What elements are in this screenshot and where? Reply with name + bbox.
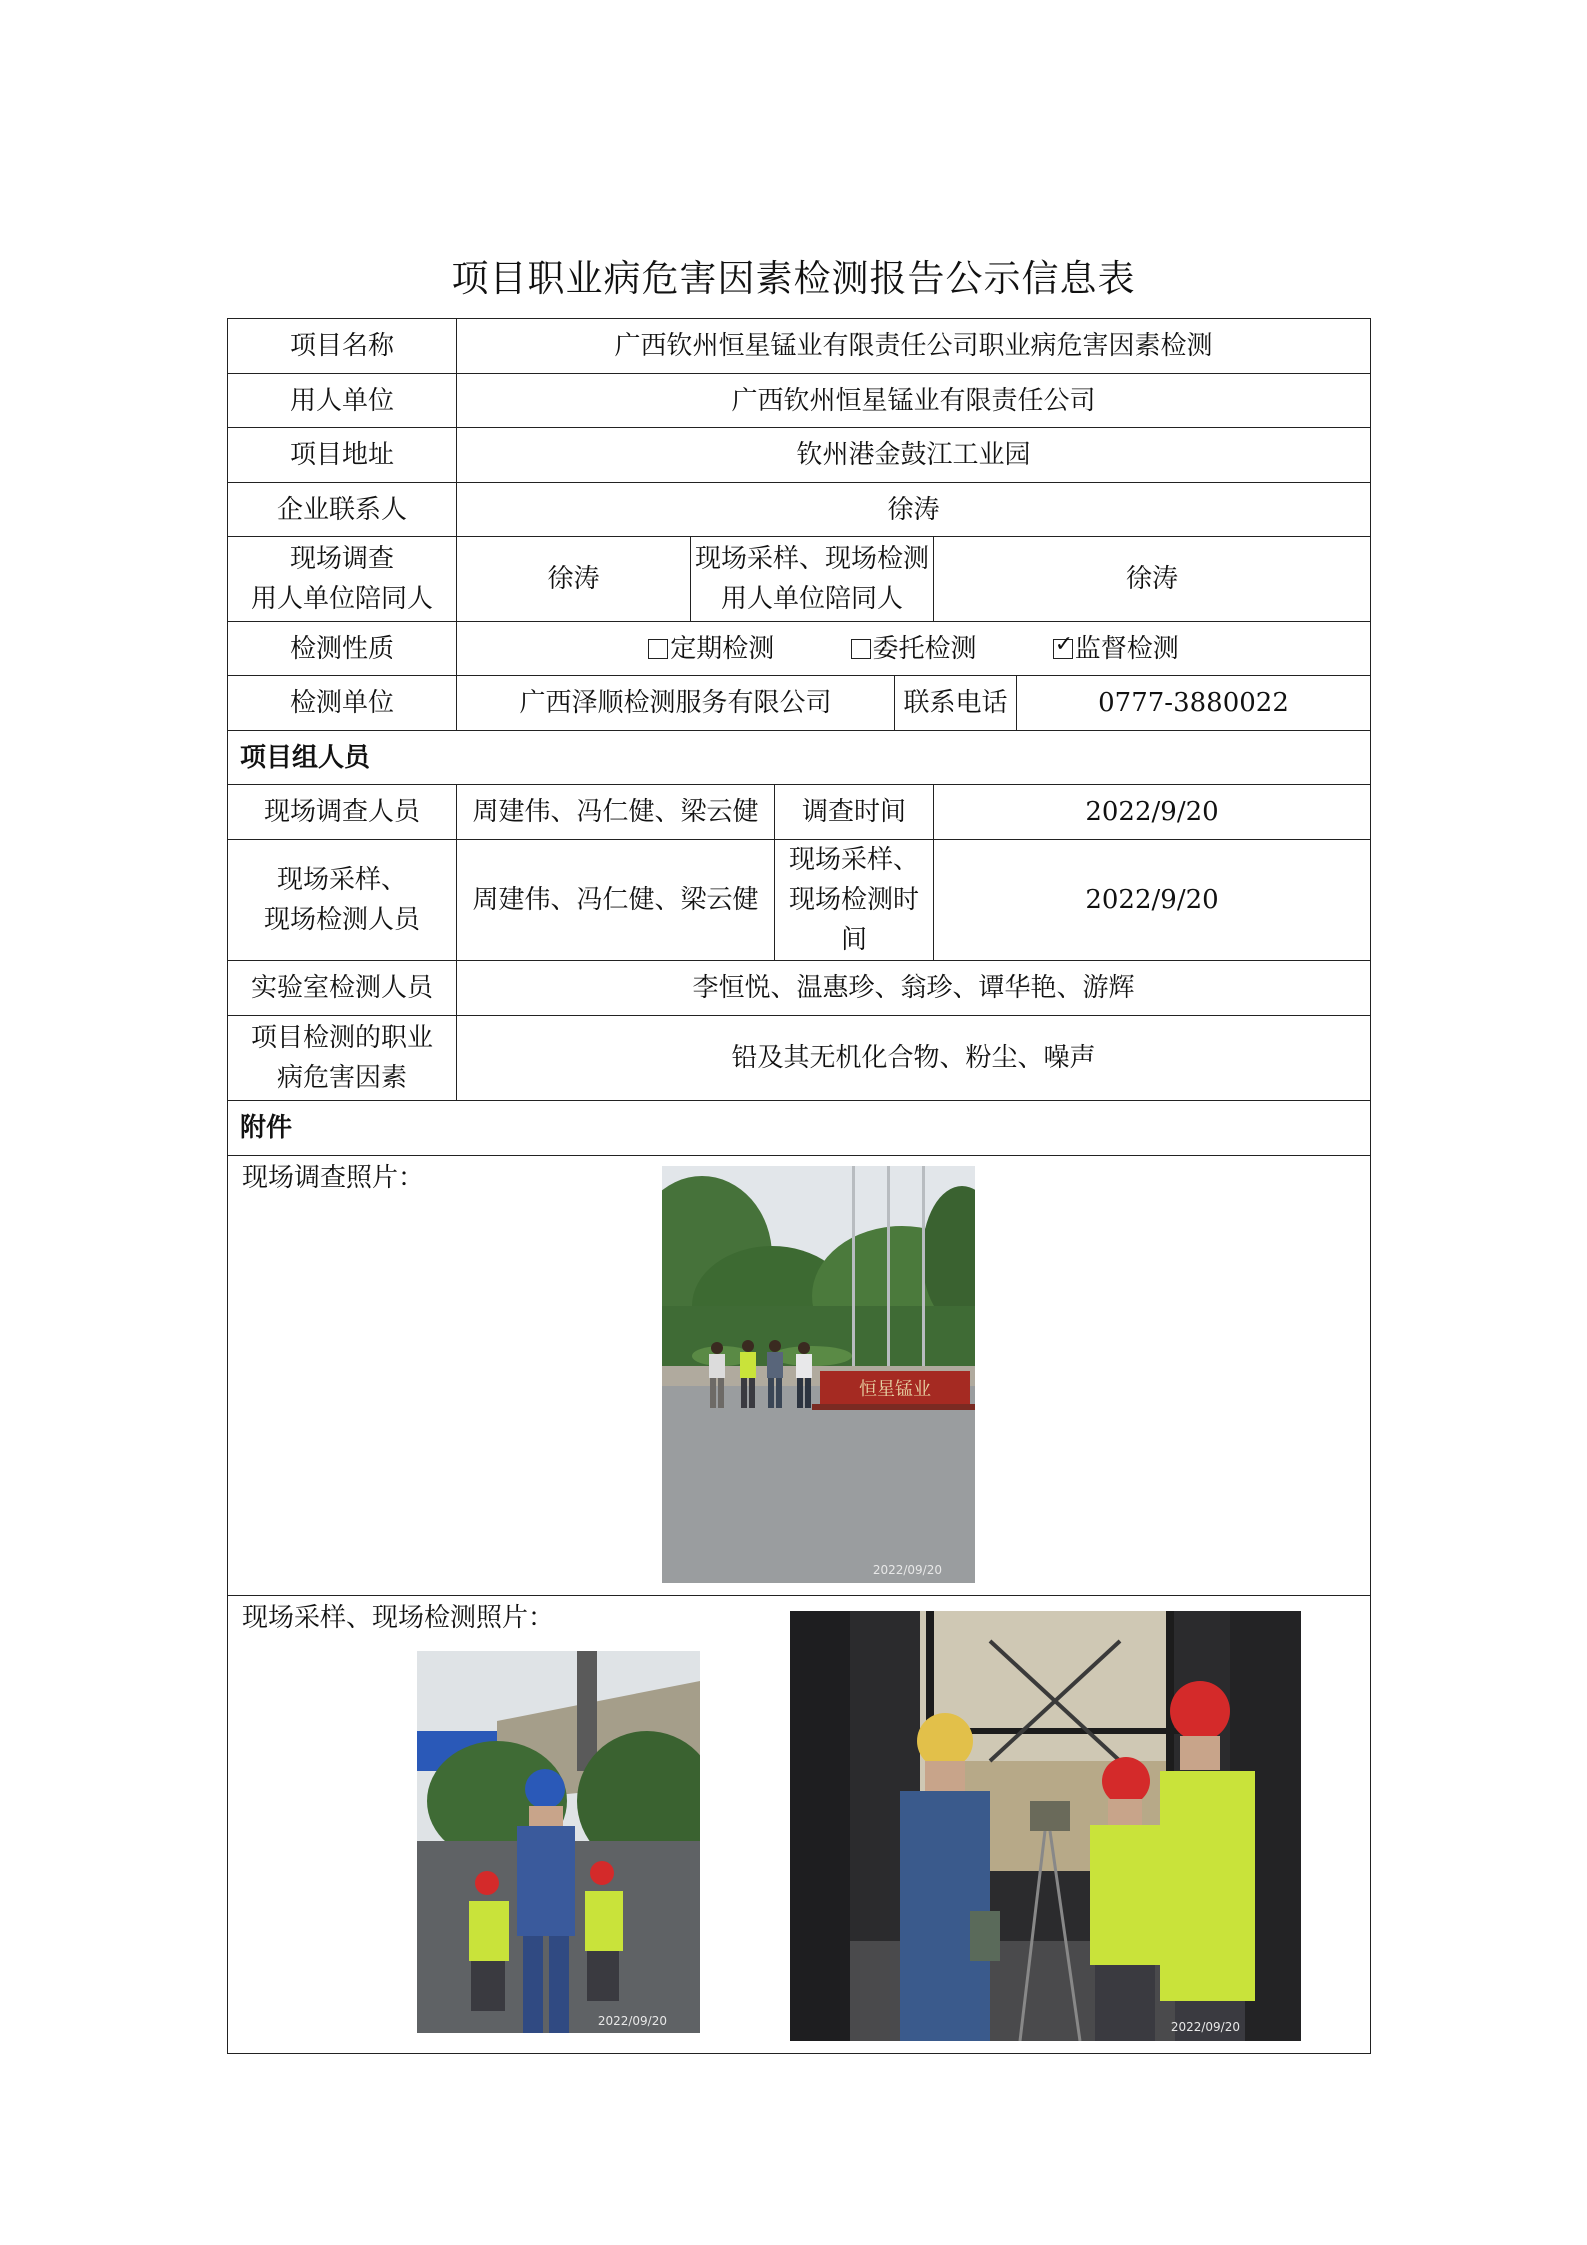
survey-escort-value: 徐涛	[457, 537, 691, 622]
project-name-value: 广西钦州恒星锰业有限责任公司职业病危害因素检测	[457, 319, 1371, 374]
address-label: 项目地址	[228, 428, 457, 483]
lab-staff-label: 实验室检测人员	[228, 961, 457, 1016]
sampling-escort-label-line2: 用人单位陪同人	[720, 584, 903, 614]
page-title: 项目职业病危害因素检测报告公示信息表	[451, 257, 1136, 300]
nature-label: 检测性质	[228, 622, 457, 676]
contact-value: 徐涛	[457, 483, 1371, 537]
sampling-photo-1	[417, 1651, 700, 2033]
survey-staff-label: 现场调查人员	[228, 785, 457, 840]
sampling-escort-label	[691, 537, 934, 622]
nature-option-entrusted[interactable]	[851, 629, 977, 669]
nature-option-supervisory[interactable]	[1053, 629, 1179, 669]
nature-option-supervisory-label: 监督检测	[1074, 633, 1179, 664]
photo-date-stamp: 2022/09/20	[1170, 2020, 1240, 2034]
lab-staff-value: 李恒悦、温惠珍、翁珍、谭华艳、游辉	[457, 961, 1371, 1016]
sampling-staff-label-line2: 现场检测人员	[263, 905, 420, 935]
sampling-staff-label	[228, 840, 457, 961]
hazards-label	[228, 1016, 457, 1101]
nature-option-periodic[interactable]	[648, 629, 774, 669]
sampling-photo-2-image	[790, 1611, 1301, 2041]
sampling-time-label-line2: 现场检测时间	[788, 885, 919, 955]
survey-staff-value: 周建伟、冯仁健、梁云健	[457, 785, 775, 840]
info-table	[227, 318, 1371, 2054]
survey-time-value: 2022/9/20	[934, 785, 1371, 840]
contact-label: 企业联系人	[228, 483, 457, 537]
hazards-label-line2: 病危害因素	[276, 1063, 407, 1093]
sampling-escort-label-line1: 现场采样、现场检测	[695, 544, 930, 574]
sampling-photo-2	[790, 1611, 1301, 2041]
checkbox-icon[interactable]	[851, 639, 871, 659]
phone-label: 联系电话	[895, 676, 1017, 731]
sampling-time-label	[775, 840, 934, 961]
survey-escort-label	[228, 537, 457, 622]
survey-photo	[662, 1166, 975, 1583]
sampling-time-label-line1: 现场采样、	[788, 845, 919, 875]
sampling-photo-label: 现场采样、现场检测照片：	[242, 1603, 555, 1633]
nature-option-periodic-label: 定期检测	[670, 633, 775, 664]
phone-value: 0777-3880022	[1017, 676, 1371, 731]
sign-text: 恒星锰业	[859, 1379, 931, 1400]
project-name-label: 项目名称	[228, 319, 457, 374]
hazards-value: 铅及其无机化合物、粉尘、噪声	[457, 1016, 1371, 1101]
employer-value: 广西钦州恒星锰业有限责任公司	[457, 374, 1371, 428]
photo-date-stamp: 2022/09/20	[597, 2014, 667, 2028]
sampling-photo-cell	[228, 1596, 1371, 2054]
survey-escort-label-line1: 现场调查	[289, 544, 394, 574]
survey-photo-image	[662, 1166, 975, 1583]
hazards-label-line1: 项目检测的职业	[250, 1023, 433, 1053]
employer-label: 用人单位	[228, 374, 457, 428]
survey-time-label: 调查时间	[775, 785, 934, 840]
checkbox-checked-icon[interactable]: ✓	[1054, 631, 1074, 657]
survey-escort-label-line2: 用人单位陪同人	[250, 584, 433, 614]
team-section-header: 项目组人员	[228, 731, 1371, 785]
attachments-section-header: 附件	[228, 1101, 1371, 1156]
address-value: 钦州港金鼓江工业园	[457, 428, 1371, 483]
checkbox-icon[interactable]	[648, 639, 668, 659]
survey-photo-label: 现场调查照片：	[242, 1163, 425, 1193]
tester-label: 检测单位	[228, 676, 457, 731]
sampling-staff-label-line1: 现场采样、	[276, 865, 407, 895]
sampling-time-value: 2022/9/20	[934, 840, 1371, 961]
tester-value: 广西泽顺检测服务有限公司	[457, 676, 895, 731]
nature-options	[457, 622, 1371, 676]
sampling-staff-value: 周建伟、冯仁健、梁云健	[457, 840, 775, 961]
sampling-photo-1-image	[417, 1651, 700, 2033]
sampling-escort-value: 徐涛	[934, 537, 1371, 622]
survey-photo-cell	[228, 1156, 1371, 1596]
nature-option-entrusted-label: 委托检测	[872, 633, 977, 664]
photo-date-stamp: 2022/09/20	[872, 1563, 942, 1577]
